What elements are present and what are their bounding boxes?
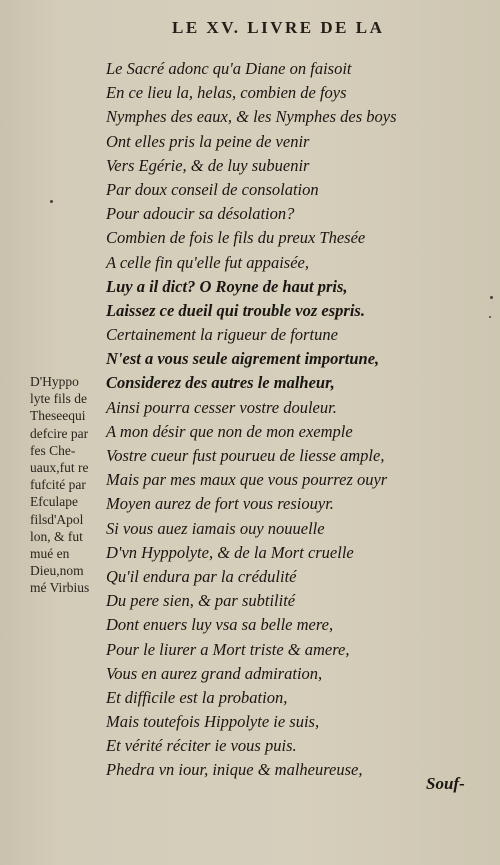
verse-line: Mais toutefois Hippolyte ie suis, [106, 712, 320, 732]
verse-line: Pour adoucir sa désolation? [106, 204, 295, 224]
margin-note-line: fufcité par [30, 477, 86, 493]
verse-line: Combien de fois le fils du preux Thesée [106, 228, 366, 248]
verse-line: Le Sacré adonc qu'a Diane on faisoit [106, 59, 352, 78]
margin-note-line: Dieu,nom [30, 563, 84, 579]
margin-note-line: filsd'Apol [30, 511, 84, 527]
verse-line: Pour le liurer a Mort triste & amere, [106, 639, 350, 659]
margin-note-line: lyte fils de [30, 391, 87, 407]
verse-line: Ont elles pris la peine de venir [106, 131, 310, 151]
verse-line: En ce lieu la, helas, combien de foys [106, 83, 347, 103]
verse-block [106, 57, 436, 783]
margin-note [30, 373, 114, 597]
verse-line: Phedra vn iour, inique & malheureuse, [106, 760, 363, 780]
verse-line: Vers Egérie, & de luy subuenir [106, 155, 310, 175]
verse-line: Vostre cueur fust pourueu de liesse ample, [106, 446, 385, 465]
margin-note-line: uaux,fut re [30, 460, 89, 476]
margin-note-line: Theseequi [30, 408, 86, 424]
verse-line: Vous en aurez grand admiration, [106, 663, 323, 683]
margin-note-line: fes Che- [30, 442, 76, 458]
verse-line: Si vous auez iamais ouy nouuelle [106, 518, 325, 538]
ink-speck [490, 296, 493, 299]
margin-note-line: Efculape [30, 494, 78, 510]
verse-line: Ainsi pourra cesser vostre douleur. [106, 397, 337, 417]
verse-line: A celle fin qu'elle fut appaisée, [106, 252, 310, 272]
verse-line: Laissez ce dueil qui trouble voz espris. [106, 300, 365, 320]
verse-line: Luy a il dict? O Royne de haut pris, [106, 276, 348, 296]
verse-line: Par doux conseil de consolation [106, 179, 319, 199]
verse-line: Et vérité réciter ie vous puis. [106, 736, 297, 756]
verse-line: Mais par mes maux que vous pourrez ouyr [106, 470, 388, 490]
margin-note-line: mué en [30, 546, 70, 562]
verse-line: Et difficile est la probation, [106, 687, 288, 707]
verse-line: Considerez des autres le malheur, [106, 373, 335, 393]
verse-line: N'est a vous seule aigrement importune, [106, 349, 380, 369]
catchword: Souf- [426, 774, 465, 793]
verse-line: Dont enuers luy vsa sa belle mere, [106, 615, 334, 635]
ink-speck [50, 200, 53, 203]
verse-line: Qu'il endura par la crédulité [106, 566, 297, 586]
verse-line: Moyen aurez de fort vous resiouyr. [106, 494, 334, 514]
verse-line: Nymphes des eaux, & les Nymphes des boys [106, 107, 397, 127]
running-header: LE XV. LIVRE DE LA [172, 18, 385, 37]
ink-speck [489, 316, 491, 318]
margin-note-line: D'Hyppo [30, 374, 79, 389]
margin-note-line: lon, & fut [30, 528, 83, 544]
margin-note-line: mé Virbius [30, 580, 90, 596]
verse-line: A mon désir que non de mon exemple [106, 421, 353, 441]
verse-line: D'vn Hyppolyte, & de la Mort cruelle [106, 542, 354, 562]
verse-line: Certainement la rigueur de fortune [106, 325, 338, 345]
verse-line: Du pere sien, & par subtilité [106, 591, 296, 611]
margin-note-line: defcire par [30, 425, 89, 441]
